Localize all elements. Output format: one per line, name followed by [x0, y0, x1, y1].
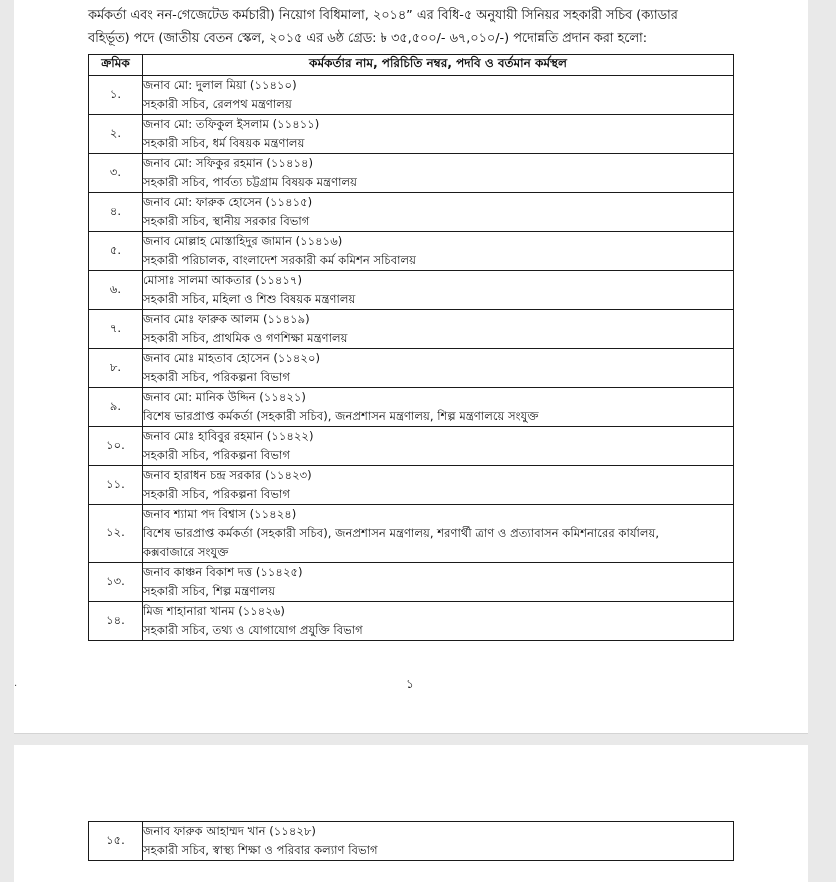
table-row — [89, 349, 734, 388]
officer-posting: সহকারী সচিব, পরিকল্পনা বিভাগ — [143, 370, 290, 384]
table-row — [89, 115, 734, 154]
row-serial: ১১. — [89, 466, 143, 505]
table-row — [89, 76, 734, 115]
officer-name: জনাব ফারুক আহাম্মদ খান (১১৪২৮) — [143, 824, 316, 838]
intro-paragraph — [88, 4, 738, 50]
row-serial: ১০. — [89, 427, 143, 466]
officer-name: জনাব মোঃ ফারুক আলম (১১৪১৯) — [143, 312, 310, 326]
row-details — [143, 466, 734, 505]
page-number: ১ — [406, 677, 414, 691]
officer-name: জনাব মো: দুলাল মিয়া (১১৪১০) — [143, 78, 297, 92]
row-serial: ১৫. — [89, 822, 143, 861]
officer-name: জনাব মো: সফিকুর রহমান (১১৪১৪) — [143, 156, 314, 170]
officer-posting: সহকারী সচিব, তথ্য ও যোগাযোগ প্রযুক্তি বিভাগ — [143, 623, 363, 637]
row-serial: ৬. — [89, 271, 143, 310]
officer-name: মিজ শাহানারা খানম (১১৪২৬) — [143, 604, 285, 618]
officer-posting: সহকারী সচিব, পরিকল্পনা বিভাগ — [143, 448, 290, 462]
table-row — [89, 466, 734, 505]
officer-posting: সহকারী সচিব, পার্বত্য চট্টগ্রাম বিষয়ক মন্ত্রণালয় — [143, 175, 357, 189]
table-row — [89, 427, 734, 466]
details-column-header: কর্মকর্তার নাম, পরিচিতি নম্বর, পদবি ও বর্তমান কর্মস্থল — [143, 55, 734, 76]
officer-name: জনাব শ্যামা পদ বিশ্বাস (১১৪২৪) — [143, 507, 297, 521]
officer-posting: সহকারী সচিব, ধর্ম বিষয়ক মন্ত্রণালয় — [143, 136, 305, 150]
row-details — [143, 76, 734, 115]
table-row — [89, 271, 734, 310]
row-details — [143, 388, 734, 427]
row-details — [143, 154, 734, 193]
officer-posting: সহকারী সচিব, রেলপথ মন্ত্রণালয় — [143, 97, 292, 111]
row-serial: ২. — [89, 115, 143, 154]
row-serial: ৭. — [89, 310, 143, 349]
officer-name: মোসাঃ সালমা আকতার (১১৪১৭) — [143, 273, 302, 287]
officer-posting: সহকারী সচিব, মহিলা ও শিশু বিষয়ক মন্ত্রণালয় — [143, 292, 356, 306]
row-serial: ১. — [89, 76, 143, 115]
officer-name: জনাব কাঞ্চন বিকাশ দত্ত (১১৪২৫) — [143, 565, 303, 579]
row-details — [143, 427, 734, 466]
promotion-table-continued — [88, 821, 734, 861]
row-details — [143, 193, 734, 232]
row-details — [143, 602, 734, 641]
officer-posting: সহকারী সচিব, স্থানীয় সরকার বিভাগ — [143, 214, 310, 228]
promotion-table — [88, 54, 734, 641]
row-details — [143, 115, 734, 154]
table-row — [89, 193, 734, 232]
intro-line-1: কর্মকর্তা এবং নন-গেজেটেড কর্মচারী) নিয়োগ বিধিমালা, ২০১৪” এর বিধি-৫ অনুযায়ী সিনিয়র সহকারী সচিব (ক্যাডার — [88, 8, 678, 23]
officer-posting: সহকারী সচিব, পরিকল্পনা বিভাগ — [143, 487, 290, 501]
table-row — [89, 563, 734, 602]
table-row — [89, 505, 734, 563]
officer-posting: সহকারী সচিব, স্বাস্থ্য শিক্ষা ও পরিবার কল্যাণ বিভাগ — [143, 843, 378, 857]
row-details — [143, 232, 734, 271]
row-serial: ১৩. — [89, 563, 143, 602]
row-serial: ১২. — [89, 505, 143, 563]
document-page-2 — [14, 745, 808, 882]
officer-name: জনাব মোঃ মাহতাব হোসেন (১১৪২০) — [143, 351, 321, 365]
officer-name: জনাব মো: ফারুক হোসেন (১১৪১৫) — [143, 195, 313, 209]
row-serial: ১৪. — [89, 602, 143, 641]
serial-column-header: ক্রমিক — [89, 55, 143, 76]
officer-posting: সহকারী সচিব, প্রাথমিক ও গণশিক্ষা মন্ত্রণালয় — [143, 331, 348, 345]
officer-name: জনাব মো: তফিকুল ইসলাম (১১৪১১) — [143, 117, 320, 131]
row-serial: ৮. — [89, 349, 143, 388]
officer-name: জনাব মোল্লাহ মোস্তাহিদুর জামান (১১৪১৬) — [143, 234, 343, 248]
margin-mark: . — [14, 678, 18, 689]
row-serial: ৫. — [89, 232, 143, 271]
row-details — [143, 271, 734, 310]
table-row — [89, 388, 734, 427]
table-row — [89, 154, 734, 193]
row-details — [143, 310, 734, 349]
officer-posting-continued: কক্সবাজারে সংযুক্ত — [143, 545, 229, 559]
row-details — [143, 349, 734, 388]
table-header-row — [89, 55, 734, 76]
document-page-1 — [14, 0, 808, 733]
officer-name: জনাব হারাধন চন্দ্র সরকার (১১৪২৩) — [143, 468, 312, 482]
table-row — [89, 232, 734, 271]
officer-posting: বিশেষ ভারপ্রাপ্ত কর্মকর্তা (সহকারী সচিব), জনপ্রশাসন মন্ত্রণালয়, শিল্প মন্ত্রণালয়ে সংযুক্ত — [143, 409, 539, 423]
row-details — [143, 563, 734, 602]
row-serial: ৩. — [89, 154, 143, 193]
table-row — [89, 310, 734, 349]
officer-posting: সহকারী সচিব, শিল্প মন্ত্রণালয় — [143, 584, 276, 598]
row-details — [143, 505, 734, 563]
row-serial: ৯. — [89, 388, 143, 427]
officer-name: জনাব মো: মানিক উদ্দিন (১১৪২১) — [143, 390, 306, 404]
table-row — [89, 602, 734, 641]
officer-posting: সহকারী পরিচালক, বাংলাদেশ সরকারী কর্ম কমিশন সচিবালয় — [143, 253, 416, 267]
table-row — [89, 822, 734, 861]
officer-name: জনাব মোঃ হাবিবুর রহমান (১১৪২২) — [143, 429, 314, 443]
row-serial: ৪. — [89, 193, 143, 232]
row-details — [143, 822, 734, 861]
intro-line-2: বহির্ভূত) পদে (জাতীয় বেতন স্কেল, ২০১৫ এর ৬ষ্ঠ গ্রেড: ৳ ৩৫,৫০০/- ৬৭,০১০/-) পদোন্নতি প্রদান করা হলো: — [88, 31, 648, 46]
officer-posting: বিশেষ ভারপ্রাপ্ত কর্মকর্তা (সহকারী সচিব), জনপ্রশাসন মন্ত্রণালয়, শরণার্থী ত্রাণ ও প্রত্যাবাসন কমিশনারের কার্যালয়, — [143, 526, 660, 540]
